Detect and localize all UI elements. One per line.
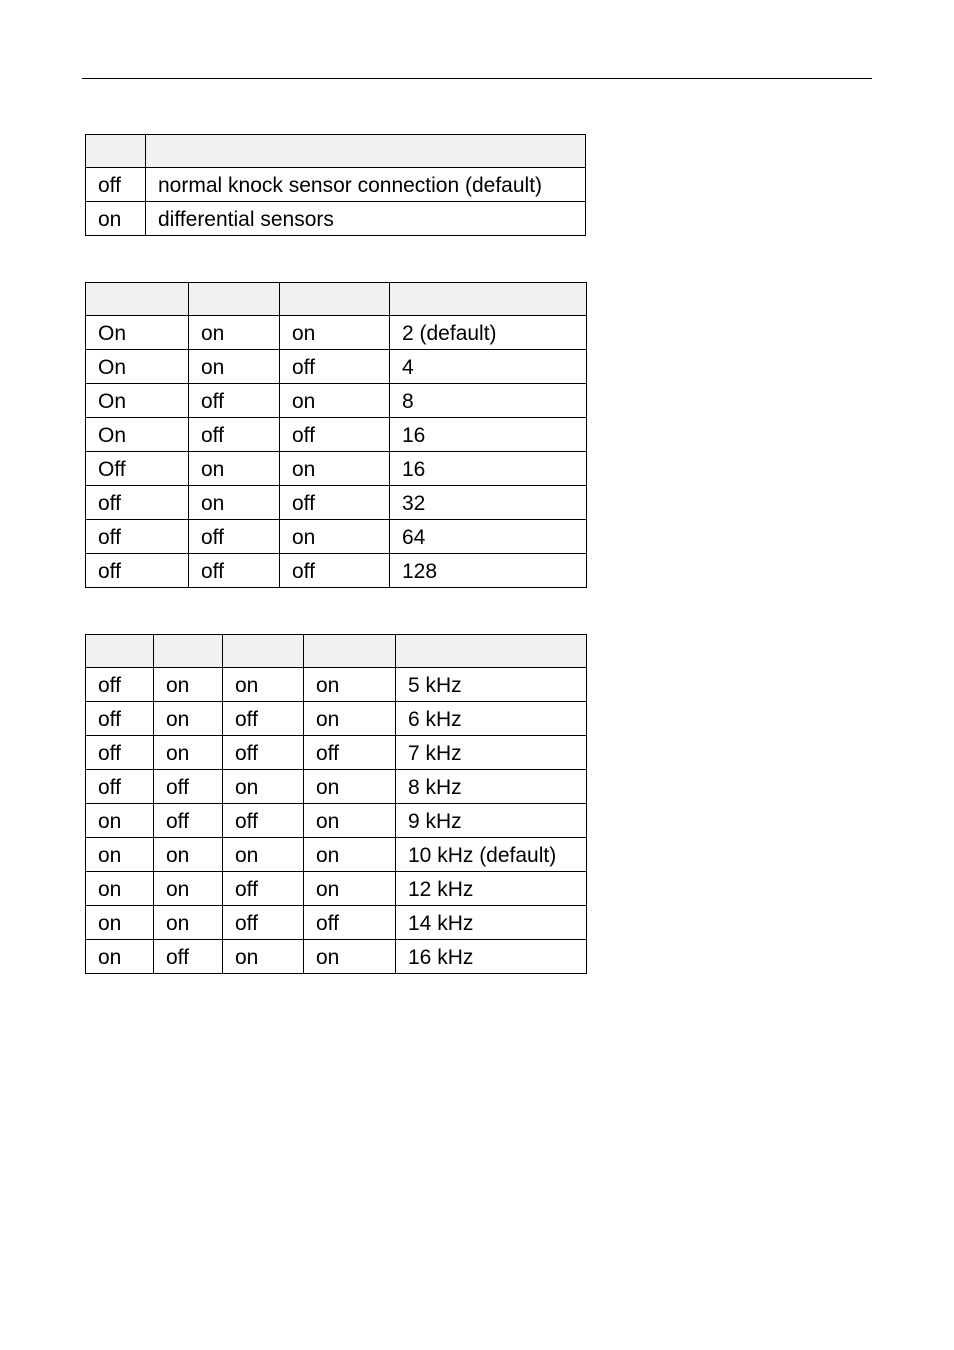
- switch-state-cell: on: [154, 906, 223, 940]
- frequency-table: [85, 634, 587, 974]
- switch-state-cell: on: [154, 702, 223, 736]
- table-row: [86, 872, 587, 906]
- switch-state-cell: off: [189, 384, 280, 418]
- header-cell: [154, 635, 223, 668]
- switch-state-cell: off: [280, 350, 390, 384]
- frequency-value-cell: 9 kHz: [396, 804, 587, 838]
- switch-state-cell: off: [280, 554, 390, 588]
- switch-state-cell: on: [304, 668, 396, 702]
- switch-state-cell: off: [154, 804, 223, 838]
- switch-state-cell: off: [304, 736, 396, 770]
- switch-state-cell: on: [86, 872, 154, 906]
- frequency-value-cell: 5 kHz: [396, 668, 587, 702]
- switch-state-cell: on: [304, 940, 396, 974]
- switch-state-cell: Off: [86, 452, 189, 486]
- header-cell: [146, 135, 586, 168]
- table-header-row: [86, 283, 587, 316]
- gain-value-cell: 4: [390, 350, 587, 384]
- frequency-value-cell: 10 kHz (default): [396, 838, 587, 872]
- switch-state-cell: on: [280, 452, 390, 486]
- table-row: [86, 906, 587, 940]
- switch-state-cell: off: [189, 418, 280, 452]
- table-header-row: [86, 135, 586, 168]
- table-row: [86, 520, 587, 554]
- switch-state-cell: off: [223, 702, 304, 736]
- switch-state-cell: on: [280, 520, 390, 554]
- header-cell: [223, 635, 304, 668]
- table-row: [86, 202, 586, 236]
- switch-state-cell: on: [86, 202, 146, 236]
- switch-state-cell: off: [86, 668, 154, 702]
- switch-state-cell: on: [86, 940, 154, 974]
- frequency-value-cell: 16 kHz: [396, 940, 587, 974]
- header-cell: [396, 635, 587, 668]
- switch-state-cell: off: [223, 736, 304, 770]
- gain-value-cell: 32: [390, 486, 587, 520]
- switch-state-cell: off: [86, 520, 189, 554]
- switch-state-cell: off: [154, 940, 223, 974]
- switch-state-cell: On: [86, 350, 189, 384]
- switch-state-cell: on: [189, 486, 280, 520]
- switch-state-cell: on: [154, 872, 223, 906]
- switch-state-cell: off: [280, 486, 390, 520]
- switch-state-cell: off: [86, 486, 189, 520]
- switch-state-cell: off: [223, 872, 304, 906]
- table-row: [86, 384, 587, 418]
- switch-state-cell: on: [223, 770, 304, 804]
- header-cell: [86, 135, 146, 168]
- switch-state-cell: off: [86, 168, 146, 202]
- switch-state-cell: On: [86, 384, 189, 418]
- switch-state-cell: on: [304, 804, 396, 838]
- input-mode-table: [85, 134, 586, 236]
- description-cell: normal knock sensor connection (default): [146, 168, 586, 202]
- switch-state-cell: off: [86, 736, 154, 770]
- header-cell: [86, 635, 154, 668]
- table-row: [86, 770, 587, 804]
- switch-state-cell: off: [280, 418, 390, 452]
- table-row: [86, 452, 587, 486]
- switch-state-cell: on: [304, 872, 396, 906]
- switch-state-cell: on: [223, 668, 304, 702]
- header-cell: [304, 635, 396, 668]
- switch-state-cell: on: [223, 940, 304, 974]
- switch-state-cell: On: [86, 418, 189, 452]
- table-row: [86, 668, 587, 702]
- switch-state-cell: On: [86, 316, 189, 350]
- switch-state-cell: on: [189, 350, 280, 384]
- table-row: [86, 804, 587, 838]
- table-row: [86, 838, 587, 872]
- description-cell: differential sensors: [146, 202, 586, 236]
- table-row: [86, 736, 587, 770]
- switch-state-cell: off: [189, 554, 280, 588]
- table-row: [86, 702, 587, 736]
- header-cell: [189, 283, 280, 316]
- gain-table: [85, 282, 587, 588]
- frequency-value-cell: 6 kHz: [396, 702, 587, 736]
- switch-state-cell: off: [304, 906, 396, 940]
- switch-state-cell: on: [86, 804, 154, 838]
- switch-state-cell: off: [86, 554, 189, 588]
- gain-value-cell: 128: [390, 554, 587, 588]
- header-rule: [82, 78, 872, 79]
- header-cell: [390, 283, 587, 316]
- switch-state-cell: on: [86, 838, 154, 872]
- switch-state-cell: on: [304, 838, 396, 872]
- switch-state-cell: off: [154, 770, 223, 804]
- switch-state-cell: on: [280, 384, 390, 418]
- switch-state-cell: off: [223, 804, 304, 838]
- table-row: [86, 940, 587, 974]
- table-row: [86, 350, 587, 384]
- table-row: [86, 168, 586, 202]
- table-row: [86, 486, 587, 520]
- switch-state-cell: on: [154, 668, 223, 702]
- switch-state-cell: on: [304, 702, 396, 736]
- switch-state-cell: on: [223, 838, 304, 872]
- header-cell: [280, 283, 390, 316]
- switch-state-cell: on: [189, 452, 280, 486]
- switch-state-cell: on: [86, 906, 154, 940]
- frequency-value-cell: 7 kHz: [396, 736, 587, 770]
- frequency-value-cell: 8 kHz: [396, 770, 587, 804]
- switch-state-cell: off: [86, 770, 154, 804]
- header-cell: [86, 283, 189, 316]
- gain-value-cell: 8: [390, 384, 587, 418]
- switch-state-cell: off: [223, 906, 304, 940]
- table-row: [86, 554, 587, 588]
- gain-value-cell: 16: [390, 418, 587, 452]
- switch-state-cell: on: [304, 770, 396, 804]
- gain-value-cell: 64: [390, 520, 587, 554]
- switch-state-cell: on: [189, 316, 280, 350]
- gain-value-cell: 16: [390, 452, 587, 486]
- frequency-value-cell: 14 kHz: [396, 906, 587, 940]
- switch-state-cell: off: [189, 520, 280, 554]
- frequency-value-cell: 12 kHz: [396, 872, 587, 906]
- switch-state-cell: off: [86, 702, 154, 736]
- switch-state-cell: on: [154, 838, 223, 872]
- switch-state-cell: on: [280, 316, 390, 350]
- table-header-row: [86, 635, 587, 668]
- table-row: [86, 418, 587, 452]
- table-row: [86, 316, 587, 350]
- gain-value-cell: 2 (default): [390, 316, 587, 350]
- switch-state-cell: on: [154, 736, 223, 770]
